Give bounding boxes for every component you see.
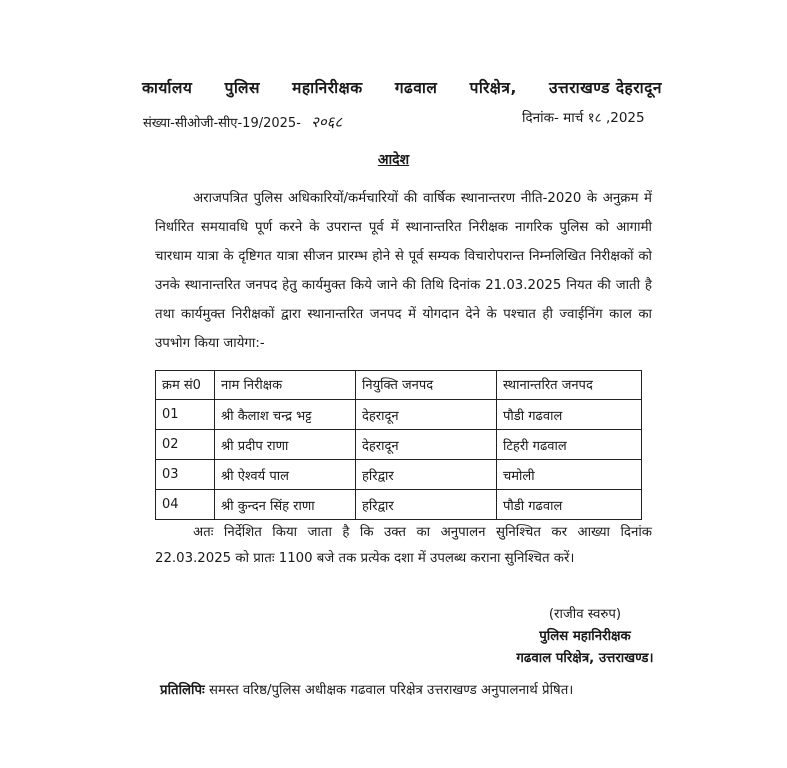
table-cell: श्री प्रदीप राणा [215,430,356,460]
office-word: परिक्षेत्र, [469,79,517,97]
office-word: गढवाल [394,79,438,97]
order-title [0,150,787,169]
office-word: महानिरीक्षक [292,79,363,97]
copy-to-text: समस्त वरिष्ठ/पुलिस अधीक्षक गढवाल परिक्षेत्र उत्तराखण्ड अनुपालनार्थ प्रेषित। [208,683,574,698]
reference-number-handwritten: २०६८ [311,113,343,131]
office-word: कार्यालय [142,79,193,97]
copy-to-label: प्रतिलिपिः [160,683,205,698]
body-paragraph-2: अतः निर्देशित किया जाता है कि उक्त का अनुपालन सुनिश्चित कर आख्या दिनांक 22.03.2025 को प्रातः 1100 बजे तक प्रत्येक दशा में उपलब्ध कराना सुनिश्चित करें। [155,525,652,566]
signatory-office: गढवाल परिक्षेत्र, उत्तराखण्ड। [516,651,654,666]
table-cell: श्री ऐश्वर्य पाल [215,460,356,490]
table-cell: श्री कुन्दन सिंह राणा [215,490,356,520]
signature-block [495,604,675,670]
table-cell: हरिद्वार [356,490,497,520]
copy-to [160,680,573,698]
table-cell: पौडी गढवाल [497,490,642,520]
table-cell: हरिद्वार [356,460,497,490]
table-row [156,430,642,460]
order-title-text: आदेश [377,152,410,168]
order-date: दिनांक- मार्च १८ ,2025 [522,110,645,126]
table-row [156,400,642,430]
signatory-designation: पुलिस महानिरीक्षक [539,629,631,644]
table-header-row [156,371,642,400]
office-header [142,76,662,98]
reference-number [143,112,342,132]
table-cell: पौडी गढवाल [497,400,642,430]
table-cell: 03 [156,460,215,490]
table-cell: 02 [156,430,215,460]
table-cell: देहरादून [356,430,497,460]
table-header-cell: स्थानान्तरित जनपद [497,371,642,400]
reference-number-text: संख्या-सीओजी-सीए-19/2025- [143,116,301,131]
table-header-cell: नाम निरीक्षक [215,371,356,400]
office-word: पुलिस [224,79,260,97]
table-header-cell: नियुक्ति जनपद [356,371,497,400]
table-header-cell: क्रम सं0 [156,371,215,400]
table-cell: टिहरी गढवाल [497,430,642,460]
table-cell: चमोली [497,460,642,490]
table-cell: श्री कैलाश चन्द्र भट्ट [215,400,356,430]
table-cell: 01 [156,400,215,430]
table-cell: 04 [156,490,215,520]
body-paragraph-1: अराजपत्रित पुलिस अधिकारियों/कर्मचारियों की वार्षिक स्थानान्तरण नीति-2020 के अनुक्रम में निर्धारित समयावधि पूर्ण करने के उपरान्त पूर्व में स्थानान्तरित निरीक्षक नागरिक पुलिस को आगामी चारधाम यात्रा के दृष्टिगत यात्रा सीजन प्रारम्भ होने से पूर्व सम्यक विचारोपरान्त निम्नलिखित निरीक्षकों को उनके स्थानान्तरित जनपद हेतु कार्यमुक्त किये जाने की तिथि दिनांक 21.03.2025 नियत की जाती है तथा कार्यमुक्त निरीक्षकों द्वारा स्थानान्तरित जनपद में योगदान देने के पश्चात ही ज्वाईनिंग काल का उपभोग किया जायेगा:- [155,191,652,351]
table-cell: देहरादून [356,400,497,430]
signatory-name: (राजीव स्वरुप) [548,607,622,622]
table-row [156,460,642,490]
table-row [156,490,642,520]
transfer-table [155,370,642,520]
office-word: उत्तराखण्ड देहरादून [549,79,662,97]
